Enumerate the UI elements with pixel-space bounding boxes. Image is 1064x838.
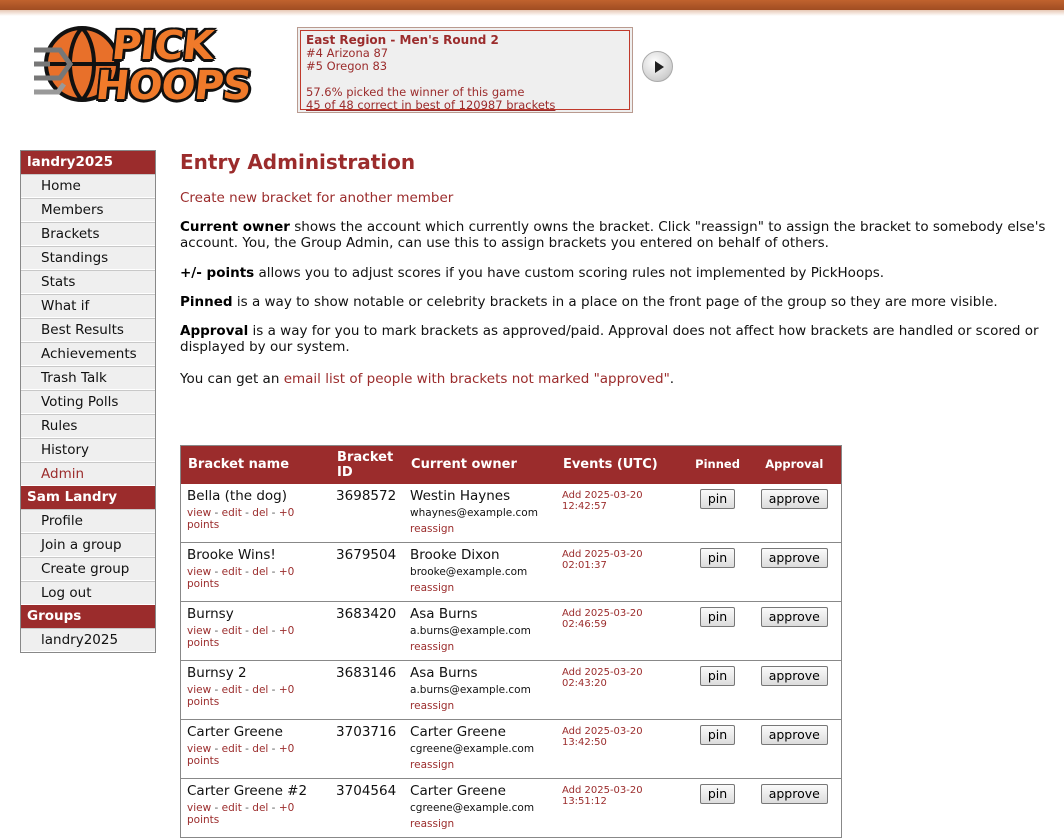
cell-pinned — [688, 779, 748, 838]
view-link[interactable]: view — [187, 625, 212, 637]
bracket-id: 3683420 — [336, 606, 397, 622]
owner-name: Westin Haynes — [410, 487, 511, 504]
bracket-id: 3704564 — [336, 783, 397, 799]
approve-button[interactable]: approve — [761, 548, 828, 568]
pinned-help — [180, 294, 1050, 310]
event-text: Add 2025-03-20 02:43:20 — [561, 667, 643, 689]
view-link[interactable]: view — [187, 566, 212, 578]
table-row — [181, 720, 842, 779]
sidebar-item-admin[interactable]: Admin — [21, 462, 155, 486]
sidebar — [20, 150, 156, 653]
owner-name: Asa Burns — [410, 665, 478, 681]
sidebar-item-create-group[interactable]: Create group — [21, 557, 155, 581]
owner-name: Carter Greene — [410, 783, 506, 799]
edit-link[interactable]: edit — [221, 743, 242, 755]
current-owner-help — [180, 219, 1050, 251]
cell-bracket-name — [181, 661, 331, 720]
separator: - — [268, 566, 279, 578]
sidebar-item-stats[interactable]: Stats — [21, 270, 155, 294]
logo-text-pick: PICK — [109, 23, 215, 69]
points-link[interactable]: +0 points — [187, 684, 295, 708]
view-link[interactable]: view — [187, 506, 212, 519]
sidebar-user-header: Sam Landry — [21, 486, 155, 509]
cell-bracket-name — [181, 720, 331, 779]
points-link[interactable]: +0 points — [187, 566, 295, 590]
ticker-picked-stat: 57.6% picked the winner of this game — [306, 85, 525, 99]
cell-approval — [748, 484, 842, 543]
page-title: Entry Administration — [180, 150, 416, 174]
cell-bracket-id — [330, 720, 404, 779]
cell-owner — [404, 720, 556, 779]
cell-approval — [748, 661, 842, 720]
current-owner-term: Current owner — [180, 219, 290, 235]
points-link[interactable]: +0 points — [187, 743, 295, 767]
col-approval: Approval — [748, 446, 842, 484]
separator: - — [268, 684, 279, 696]
cell-bracket-id — [330, 484, 404, 543]
points-link[interactable]: +0 points — [187, 802, 295, 826]
owner-email: whaynes@example.com — [410, 506, 538, 519]
reassign-link[interactable]: reassign — [410, 641, 455, 653]
del-link[interactable]: del — [252, 684, 269, 696]
separator: - — [268, 625, 279, 637]
sidebar-item-best-results[interactable]: Best Results — [21, 318, 155, 342]
bracket-name[interactable]: Burnsy — [187, 606, 234, 622]
ticker-team-2: #5 Oregon 83 — [306, 59, 388, 73]
table-row — [181, 661, 842, 720]
separator: - — [268, 743, 279, 755]
cell-events — [556, 661, 688, 720]
cell-bracket-id — [330, 661, 404, 720]
pickhoops-logo[interactable] — [30, 20, 254, 112]
table-row — [181, 779, 842, 838]
pin-button[interactable]: pin — [700, 784, 735, 804]
sidebar-item-trash-talk[interactable]: Trash Talk — [21, 366, 155, 390]
approval-term: Approval — [180, 323, 249, 339]
separator: - — [211, 506, 222, 519]
sidebar-group-header[interactable]: landry2025 — [21, 151, 155, 174]
bracket-id: 3698572 — [336, 487, 397, 504]
sidebar-item-home[interactable]: Home — [21, 174, 155, 198]
view-link[interactable]: view — [187, 743, 212, 755]
event-text: Add 2025-03-20 02:46:59 — [561, 608, 643, 630]
sidebar-item-brackets[interactable]: Brackets — [21, 222, 155, 246]
separator: - — [211, 743, 222, 755]
pin-button[interactable]: pin — [700, 725, 735, 745]
cell-events — [556, 779, 688, 838]
separator: - — [211, 684, 222, 696]
sidebar-item-what-if[interactable]: What if — [21, 294, 155, 318]
bracket-name[interactable]: Brooke Wins! — [187, 547, 276, 563]
bracket-actions — [187, 802, 324, 826]
cell-bracket-name — [181, 602, 331, 661]
approval-help — [180, 323, 1050, 355]
bracket-name[interactable]: Carter Greene #2 — [187, 783, 308, 799]
pin-button[interactable]: pin — [700, 548, 735, 568]
edit-link[interactable]: edit — [221, 684, 242, 696]
event-text: Add 2025-03-20 13:51:12 — [561, 785, 643, 807]
separator: - — [241, 506, 253, 519]
points-help — [180, 265, 1050, 281]
top-accent-bar — [0, 0, 1064, 10]
email-list-link[interactable]: email list of people with brackets not marked "approved" — [283, 371, 670, 387]
bracket-actions — [187, 507, 324, 531]
approve-button[interactable]: approve — [761, 607, 828, 627]
separator: - — [241, 684, 253, 696]
edit-link[interactable]: edit — [221, 566, 242, 578]
pin-button[interactable]: pin — [700, 489, 735, 509]
cell-bracket-id — [330, 602, 404, 661]
main-content — [180, 150, 1050, 387]
event-text: Add 2025-03-20 02:01:37 — [561, 549, 643, 571]
event-text: Add 2025-03-20 13:42:50 — [561, 726, 643, 748]
cell-owner — [404, 543, 556, 602]
bracket-name[interactable]: Burnsy 2 — [187, 665, 247, 681]
points-desc: allows you to adjust scores if you have custom scoring rules not implemented by PickHoops. — [254, 265, 885, 281]
points-link[interactable]: +0 points — [187, 506, 295, 531]
cell-owner — [404, 484, 556, 543]
pin-button[interactable]: pin — [700, 607, 735, 627]
bracket-actions — [187, 566, 324, 590]
reassign-link[interactable]: reassign — [410, 522, 455, 535]
cell-bracket-name — [181, 543, 331, 602]
top-accent-fade — [0, 10, 1064, 16]
reassign-link[interactable]: reassign — [410, 818, 455, 830]
bracket-actions — [187, 625, 324, 649]
bracket-name[interactable]: Bella (the dog) — [187, 487, 288, 504]
owner-email: cgreene@example.com — [410, 743, 535, 755]
del-link[interactable]: del — [252, 802, 269, 814]
create-bracket-link[interactable]: Create new bracket for another member — [180, 190, 454, 206]
ticker-game-title: East Region - Men's Round 2 — [306, 33, 499, 47]
cell-events — [556, 602, 688, 661]
col-pinned: Pinned — [688, 446, 748, 484]
cell-events — [556, 484, 688, 543]
cell-approval — [748, 602, 842, 661]
owner-name: Carter Greene — [410, 724, 506, 740]
cell-owner — [404, 661, 556, 720]
sidebar-item-voting-polls[interactable]: Voting Polls — [21, 390, 155, 414]
table-row — [181, 602, 842, 661]
ticker-next-button[interactable] — [642, 51, 673, 82]
sidebar-item-profile[interactable]: Profile — [21, 509, 155, 533]
sidebar-item-standings[interactable]: Standings — [21, 246, 155, 270]
bracket-id: 3679504 — [336, 547, 397, 563]
cell-bracket-name — [181, 779, 331, 838]
email-list-pre: You can get an — [180, 371, 284, 387]
pin-button[interactable]: pin — [700, 666, 735, 686]
sidebar-item-join-group[interactable]: Join a group — [21, 533, 155, 557]
owner-email: a.burns@example.com — [410, 625, 531, 637]
separator: - — [241, 625, 253, 637]
del-link[interactable]: del — [252, 566, 269, 578]
col-bracket-name: Bracket name — [181, 446, 331, 484]
edit-link[interactable]: edit — [221, 506, 242, 519]
separator: - — [211, 625, 222, 637]
approve-button[interactable]: approve — [761, 666, 828, 686]
col-current-owner: Current owner — [404, 446, 556, 484]
cell-pinned — [688, 720, 748, 779]
sidebar-item-history[interactable]: History — [21, 438, 155, 462]
view-link[interactable]: view — [187, 684, 212, 696]
cell-pinned — [688, 661, 748, 720]
separator: - — [268, 506, 279, 519]
separator: - — [241, 743, 253, 755]
edit-link[interactable]: edit — [221, 802, 242, 814]
separator: - — [241, 802, 253, 814]
cell-owner — [404, 779, 556, 838]
separator: - — [268, 802, 279, 814]
del-link[interactable]: del — [252, 506, 269, 519]
points-term: +/- points — [180, 265, 255, 281]
cell-approval — [748, 779, 842, 838]
col-events: Events (UTC) — [556, 446, 688, 484]
bracket-name[interactable]: Carter Greene — [187, 724, 283, 740]
del-link[interactable]: del — [252, 743, 269, 755]
sidebar-item-achievements[interactable]: Achievements — [21, 342, 155, 366]
separator: - — [211, 802, 222, 814]
owner-email: cgreene@example.com — [410, 802, 535, 814]
email-list-help — [180, 371, 1050, 387]
sidebar-item-group-landry2025[interactable]: landry2025 — [21, 628, 155, 652]
cell-approval — [748, 720, 842, 779]
email-list-post: . — [669, 371, 675, 387]
cell-bracket-name — [181, 484, 331, 543]
sidebar-item-members[interactable]: Members — [21, 198, 155, 222]
sidebar-item-log-out[interactable]: Log out — [21, 581, 155, 605]
owner-email: a.burns@example.com — [410, 684, 531, 696]
cell-bracket-id — [330, 779, 404, 838]
event-text: Add 2025-03-20 12:42:57 — [561, 489, 643, 512]
reassign-link[interactable]: reassign — [410, 700, 455, 712]
ticker-best-brackets-link[interactable]: 45 of 48 correct in best of 120987 brackets — [306, 98, 556, 112]
play-icon — [655, 61, 664, 73]
table-row — [181, 543, 842, 602]
ticker-team-1: #4 Arizona 87 — [306, 46, 389, 60]
cell-owner — [404, 602, 556, 661]
approve-button[interactable]: approve — [761, 784, 828, 804]
edit-link[interactable]: edit — [221, 625, 242, 637]
entries-table — [180, 445, 842, 838]
logo-text-hoops: HOOPS — [93, 63, 254, 109]
pinned-desc: is a way to show notable or celebrity brackets in a place on the front page of the group so they are more visible. — [232, 294, 998, 310]
owner-name: Brooke Dixon — [410, 547, 500, 563]
pinned-term: Pinned — [180, 294, 233, 310]
approval-desc: is a way for you to mark brackets as approved/paid. Approval does not affect how brackets are handled or scored or displayed by our system. — [180, 323, 1039, 355]
approve-button[interactable]: approve — [761, 489, 828, 509]
owner-email: brooke@example.com — [410, 566, 528, 578]
separator: - — [211, 566, 222, 578]
sidebar-groups-header: Groups — [21, 605, 155, 628]
cell-pinned — [688, 602, 748, 661]
bracket-actions — [187, 684, 324, 708]
score-ticker[interactable] — [297, 27, 633, 113]
col-bracket-id: Bracket ID — [330, 446, 404, 484]
del-link[interactable]: del — [252, 625, 269, 637]
separator: - — [241, 566, 253, 578]
cell-bracket-id — [330, 543, 404, 602]
table-row — [181, 484, 842, 543]
bracket-actions — [187, 743, 324, 767]
bracket-id: 3703716 — [336, 724, 397, 740]
cell-pinned — [688, 543, 748, 602]
cell-events — [556, 720, 688, 779]
points-link[interactable]: +0 points — [187, 625, 295, 649]
owner-name: Asa Burns — [410, 606, 478, 622]
table-header-row — [181, 446, 842, 484]
cell-approval — [748, 543, 842, 602]
reassign-link[interactable]: reassign — [410, 582, 455, 594]
bracket-id: 3683146 — [336, 665, 397, 681]
cell-pinned — [688, 484, 748, 543]
cell-events — [556, 543, 688, 602]
reassign-link[interactable]: reassign — [410, 759, 455, 771]
sidebar-item-rules[interactable]: Rules — [21, 414, 155, 438]
current-owner-desc: shows the account which currently owns the bracket. Click "reassign" to assign the bracket to somebody else's account. You, the Group Admin, can use this to assign brackets you entered on behalf of others. — [180, 219, 1046, 251]
view-link[interactable]: view — [187, 802, 212, 814]
approve-button[interactable]: approve — [761, 725, 828, 745]
